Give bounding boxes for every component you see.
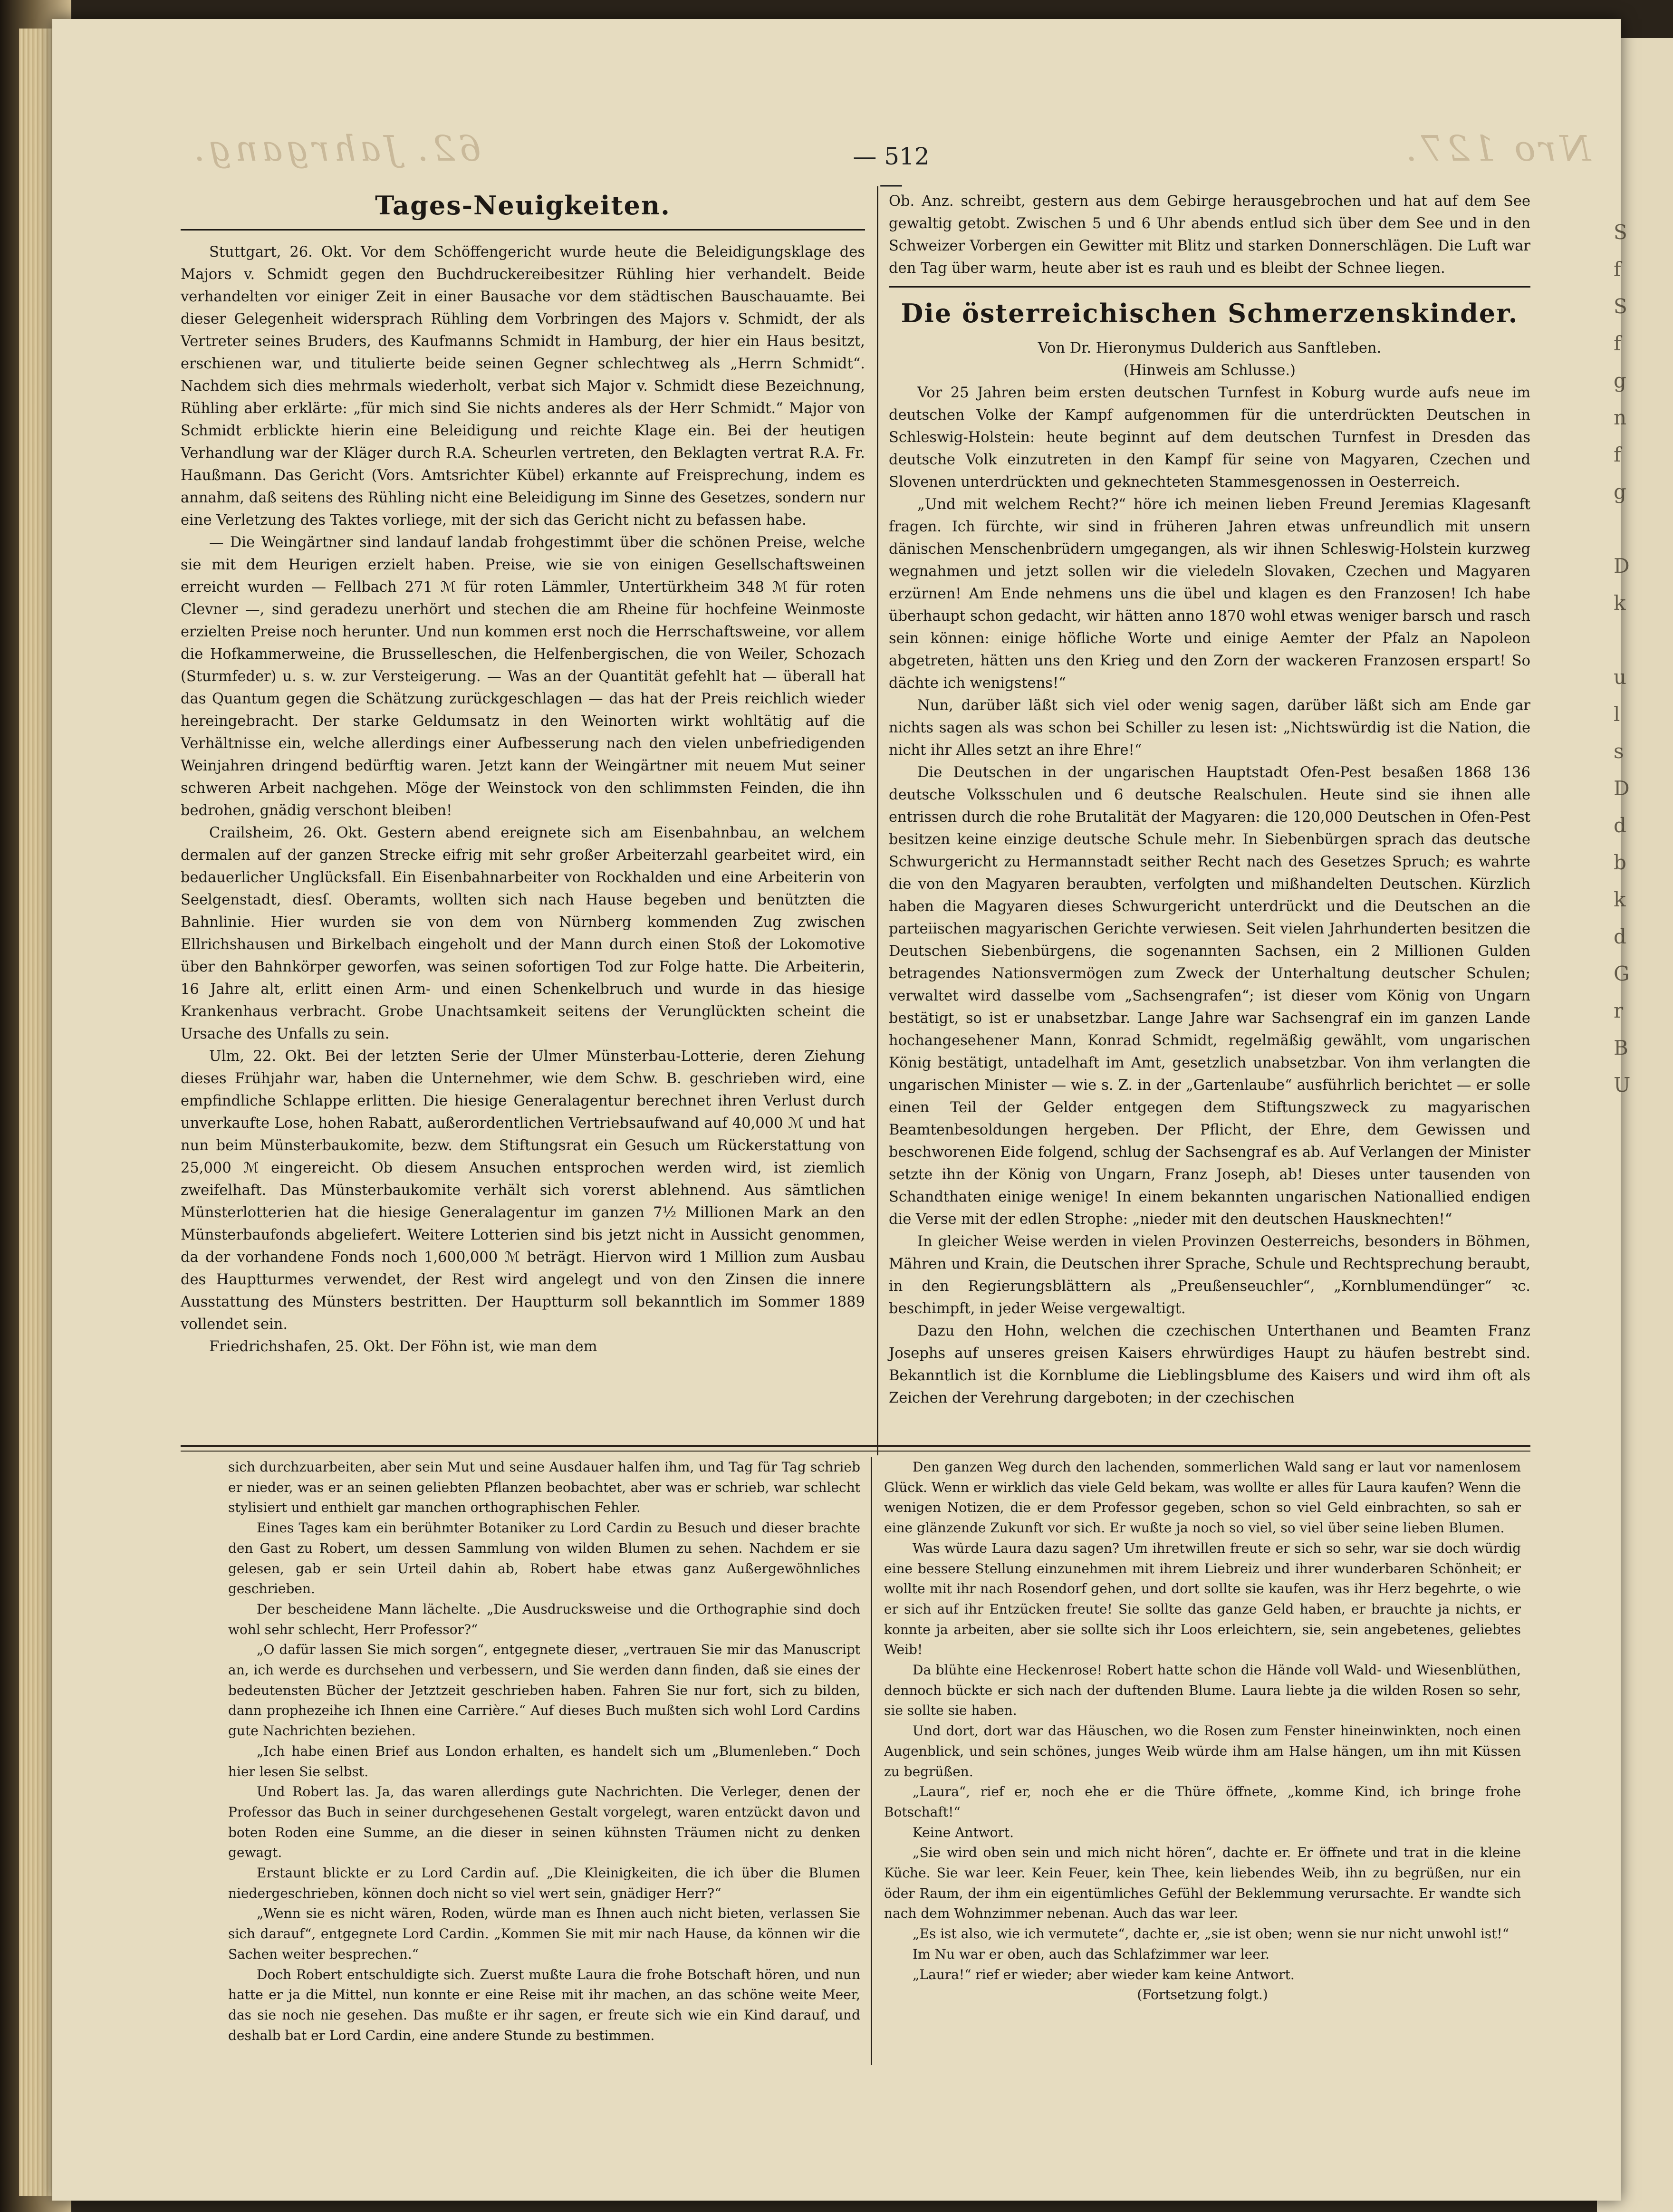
news-item: Crailsheim, 26. Okt. Gestern abend ereignete sich am Eisenbahnbau, an welchem dermalen auf der ganzen Strecke eifrig mit sehr großer Arbeiterzahl gearbeitet wird, ein bedauerlicher Unglücksfall. Ein Eisenbahnarbeiter von Rockhalden und eine Arbeiterin von Seelgenstadt, diesſ. Oberamts, wollten sich nach Hause begeben und benützten die Bahnlinie. Hier wurden sie von dem von Nürnberg kommenden Zug zwischen Ellrichshausen und Birkelbach eingeholt und der Mann durch einen Stoß der Lokomotive über den Bahnkörper geworfen, was seinen sofortigen Tod zur Folge hatte. Die Arbeiterin, 16 Jahre alt, erlitt einen Arm- und einen Schenkelbruch und wurde in das hiesige Krankenhaus verbracht. Grobe Unachtsamkeit seitens der Verunglückten scheint die Ursache des Unfalls zu sein. <box>181 825 865 1042</box>
feuilleton-paragraph: Erstaunt blickte er zu Lord Cardin auf. „Die Kleinigkeiten, die ich über die Blumen niedergeschrieben, können doch nicht so viel wert sein, gnädiger Herr?“ <box>228 1865 860 1901</box>
feuilleton-paragraph: „Sie wird oben sein und mich nicht hören“, dachte er. Er öffnete und trat in die kleine Küche. Sie war leer. Kein Feuer, kein Thee, kein liebendes Weib, ihn zu begrüßen, nur ein öder Raum, der ihm ein eigentümliches Gefühl der Beklemmung verursachte. Er wandte sich nach dem Wohnzimmer nebenan. Auch das war leer. <box>884 1845 1521 1922</box>
article-paragraph: Vor 25 Jahren beim ersten deutschen Turnfest in Koburg wurde aufs neue im deutschen Volke der Kampf aufgenommen für die unterdrückten Deutschen in Schleswig-Holstein: heute beginnt auf dem deutschen Turnfest in Dresden das deutsche Volk einzutreten in den Kampf für seine von Magyaren, Czechen und Slovenen unterdrückten und geknechteten Stammesgenossen in Oesterreich. <box>889 385 1530 490</box>
article-paragraph: Die Deutschen in der ungarischen Hauptstadt Ofen-Pest besaßen 1868 136 deutsche Volksschulen und 6 deutsche Realschulen. Heute sind sie ihnen alle entrissen durch die rohe Brutalität der Magyaren: die 120,000 Deutschen in Ofen-Pest besitzen keine einzige deutsche Schule mehr. In Siebenbürgen sprach das deutsche Schwurgericht zu Hermannstadt seither Recht nach des Gesetzes Spruch; es wahrte die von den Magyaren beraubten, verfolgten und mißhandelten Deutschen. Kürzlich haben die Magyaren dieses Schwurgericht unterdrückt und die Deutschen an die parteiischen magyarischen Gerichte verwiesen. Seit vielen Jahrhunderten besitzen die Deutschen Siebenbürgens, die sogenannten Sachsen, ein 2 Millionen Gulden betragendes Nationsvermögen zum Zweck der Unterhaltung deutscher Schulen; verwaltet wird dasselbe vom „Sachsengrafen“; ist dieser vom König von Ungarn bestätigt, so ist er unabsetzbar. Lange Jahre war Sachsengraf ein im ganzen Lande hochangesehener Mann, Konrad Schmidt, regelmäßig gewählt, vom ungarischen König bestätigt, untadelhaft im Amt, gesetzlich unabsetzbar. Von ihm verlangten die ungarischen Minister — wie s. Z. in der „Gartenlaube“ ausführlich berichtet — er solle einen Teil der Gelder entgegen dem Stiftungszweck zu magyarischen Beamtenbesoldungen hergeben. Der Pflicht, der Ehre, dem Gewissen und beschworenen Eide folgend, schlug der Sachsengraf es ab. Auf Verlangen der Minister setzte ihn der König von Ungarn, Franz Joseph, ab! Dieses unter tausenden von Schandthaten einige wenige! In einem bekannten ungarischen Nationallied endigen die Verse mit der edlen Strophe: „nieder mit den deutschen Hausknechten!“ <box>889 764 1530 1228</box>
article-rule <box>889 286 1530 288</box>
feuilleton-left-column <box>228 1457 860 2046</box>
bleed-through-header-left: 62. Jahrgang. <box>190 128 481 169</box>
article-paragraph: In gleicher Weise werden in vielen Provinzen Oesterreichs, besonders in Böhmen, Mähren und Krain, die Deutschen ihrer Sprache, Schule und Rechtsprechung beraubt, in den Regierungsblättern als „Preußenseuchler“, „Kornblumendünger“ ꝛc. beschimpft, in jeder Weise vergewaltigt. <box>889 1233 1530 1317</box>
news-item: — Die Weingärtner sind landauf landab frohgestimmt über die schönen Preise, welche sie mit dem Heurigen erzielt haben. Preise, wie sie von einigen Gesellschaftsweinen erreicht wurden — Fellbach 271 ℳ für roten Lämmler, Untertürkheim 348 ℳ für roten Clevner —, sind geradezu unerhört und stechen die am Rheine für hochfeine Weinmoste erzielten Preise noch herunter. Und nun kommen erst noch die Herrschaftsweine, vor allem die Hofkammerweine, die Brusselleschen, die Helfenbergischen, die von Weiler, Schozach (Sturmfeder) u. s. w. zur Versteigerung. — Was an der Quantität gefehlt hat — überall hat das Quantum gegen die Schätzung zurückgeschlagen — das hat der Preis reichlich wieder hereingebracht. Der starke Geldumsatz in den Weinorten wirkt wohltätig auf die Verhältnisse ein, welche allerdings einer Aufbesserung nach den vielen unbefriedigenden Weinjahren dringend bedürftig waren. Jetzt kann der Weingärtner mit neuem Mut seiner schweren Arbeit nachgehen. Möge der Weinstock von den schlimmsten Feinden, die ihn bedrohen, gnädig verschont bleiben! <box>181 534 865 819</box>
feuilleton-paragraph: Keine Antwort. <box>913 1824 1014 1840</box>
facing-page-fragment: S f S f g n f g D k u l s D d b k d G r B U <box>1614 221 1631 1096</box>
feuilleton-paragraph: „O dafür lassen Sie mich sorgen“, entgegnete dieser, „vertrauen Sie mir das Manuscript an, ich werde es durchsehen und verbessern, und Sie werden dann finden, daß sie eines der bedeutensten Bücher der Jetztzeit geschrieben haben. Fahren Sie nur fort, sich zu bilden, dann prophezeihe ich Ihnen eine Carrière.“ Auf dieses Buch mußten sich wohl Lord Cardins gute Nachrichten beziehen. <box>228 1642 860 1739</box>
article-paragraph: Nun, darüber läßt sich viel oder wenig sagen, darüber läßt sich am Ende gar nichts sagen als was schon bei Schiller zu lesen ist: „Nichtswürdig ist die Nation, die nicht ihr Alles setzt an ihre Ehre!“ <box>889 697 1530 759</box>
feuilleton-paragraph: „Ich habe einen Brief aus London erhalten, es handelt sich um „Blumenleben.“ Doch hier lesen Sie selbst. <box>228 1743 860 1779</box>
article-paragraph: Dazu den Hohn, welchen die czechischen Unterthanen und Beamten Franz Josephs auf unseres greisen Kaisers ehrwürdiges Haupt zu häufen bestrebt sind. Bekanntlich ist die Kornblume die Lieblingsblume des Kaisers und wird ihm oft als Zeichen der Verehrung dargeboten; in der czechischen <box>889 1323 1530 1406</box>
article-note: (Hinweis am Schlusse.) <box>1124 362 1296 379</box>
feuilleton-paragraph: Der bescheidene Mann lächelte. „Die Ausdrucksweise und die Orthographie sind doch wohl sehr schlecht, Herr Professor?“ <box>228 1601 860 1637</box>
news-column <box>181 190 865 1358</box>
feuilleton-paragraph: Da blühte eine Heckenrose! Robert hatte schon die Hände voll Wald- und Wiesenblüthen, dennoch bückte er sich nach der duftenden Blume. Laura liebte ja die wilden Rosen so sehr, sie sollte sie haben. <box>884 1662 1521 1719</box>
news-item: Friedrichshafen, 25. Okt. Der Föhn ist, wie man dem <box>209 1338 597 1355</box>
article-column <box>889 190 1530 1409</box>
feuilleton-paragraph: Was würde Laura dazu sagen? Um ihretwillen freute er sich so sehr, war sie doch würdig eine bessere Stellung einzunehmen mit ihrem Liebreiz und ihrer wunderbaren Schönheit; er wollte mit ihr nach Rosendorf gehen, und dort sollte sie kaufen, was ihr Herz begehrte, o wie er sich auf ihr Entzücken freute! Sie sollte das ganze Geld haben, er brauchte ja nichts, er konnte ja arbeiten, aber sie sollte sich ihr Loos erleichtern, sie, sein angebetenes, geliebtes Weib! <box>884 1540 1521 1658</box>
feuilleton-paragraph: Eines Tages kam ein berühmter Botaniker zu Lord Cardin zu Besuch und dieser brachte den Gast zu Robert, um dessen Sammlung von wilden Blumen zu sehen. Nachdem er sie gelesen, gab er sein Urteil dahin ab, Robert habe etwas ganz Außergewöhnliches geschrieben. <box>228 1520 860 1597</box>
feuilleton-rule-thin <box>181 1451 1530 1452</box>
news-continuation: Ob. Anz. schreibt, gestern aus dem Gebirge herausgebrochen und hat auf dem See gewaltig getobt. Zwischen 5 und 6 Uhr abends entlud sich über dem See und in den Schweizer Vorbergen ein Gewitter mit Blitz und starken Donnerschlägen. Die Luft war den Tag über warm, heute aber ist es rauh und es bleibt der Schnee liegen. <box>889 193 1530 277</box>
article-byline: Von Dr. Hieronymus Dulderich aus Sanftleben. <box>1038 340 1382 356</box>
continuation-note: (Fortsetzung folgt.) <box>1137 1987 1268 2003</box>
feuilleton-rule <box>181 1445 1530 1447</box>
article-paragraph: „Und mit welchem Recht?“ höre ich meinen lieben Freund Jeremias Klagesanft fragen. Ich fürchte, wir sind in früheren Jahren etwas unfreundlich mit unsern dänischen Menschenbrüdern umgegangen, als wir ihnen Schleswig-Holstein kurzweg wegnahmen und jetzt sollen wir die vieledeln Slovaken, Czechen und Magyaren erzürnen! Am Ende nehmens uns die übel und klagen es den Franzosen! Ich habe überhaupt schon gedacht, wir hätten anno 1870 wohl etwas weniger barsch und rasch sein können: einige höfliche Worte und einige Aemter der Pfalz an Napoleon abgetreten, hätten uns den Krieg und den Zorn der wackeren Franzosen erspart! So dächte ich wenigstens!“ <box>889 496 1530 692</box>
feuilleton-paragraph: „Laura“, rief er, noch ehe er die Thüre öffnete, „komme Kind, ich bringe frohe Botschaft!“ <box>884 1784 1521 1820</box>
feuilleton-right-column <box>884 1457 1521 2005</box>
feuilleton-paragraph: Den ganzen Weg durch den lachenden, sommerlichen Wald sang er laut vor namenlosem Glück. Wenn er wirklich das viele Geld bekam, was wollte er alles für Laura kaufen? Wenn die wenigen Notizen, die er dem Professor gegeben, schon so viel Geld einbrachten, so sah er eine glänzende Zukunft vor sich. Er wußte ja noch so viel, so viel über seine lieben Blumen. <box>884 1459 1521 1536</box>
feuilleton-paragraph: „Wenn sie es nicht wären, Roden, würde man es Ihnen auch nicht bieten, verlassen Sie sich darauf“, entgegnete Lord Cardin. „Kommen Sie mit mir nach Hause, da können wir die Sachen weiter besprechen.“ <box>228 1905 860 1962</box>
article-heading: Die österreichischen Schmerzenskinder. <box>901 298 1519 328</box>
news-item: Ulm, 22. Okt. Bei der letzten Serie der Ulmer Münsterbau-Lotterie, deren Ziehung dieses Frühjahr war, haben die Unternehmer, wie dem Schw. B. geschrieben wird, eine empfindliche Schlappe erlitten. Die hiesige Generalagentur berechnet ihren Verlust durch unverkaufte Lose, hohen Rabatt, außerordentlichen Vertriebsaufwand auf 40,000 ℳ und hat nun beim Münsterbaukomite, bezw. dem Stiftungsrat ein Gesuch um Rückerstattung von 25,000 ℳ eingereicht. Ob diesem Ansuchen entsprochen werden wird, ist ziemlich zweifelhaft. Das Münsterbaukomite verhält sich vorerst ablehnend. Aus sämtlichen Münsterlotterien hat die hiesige Generalagentur im ganzen 7½ Millionen Mark an den Münsterbaufonds abgeliefert. Weitere Lotterien sind bis jetzt nicht in Aussicht genommen, da der vorhandene Fonds noch 1,600,000 ℳ beträgt. Hiervon wird 1 Million zum Ausbau des Hauptturmes verwendet, der Rest wird angelegt und von den Zinsen die innere Ausstattung des Münsters bestritten. Der Hauptturm soll bekanntlich im Sommer 1889 vollendet sein. <box>181 1048 865 1333</box>
feuilleton-column-divider <box>871 1457 872 2065</box>
feuilleton-paragraph: „Laura!“ rief er wieder; aber wieder kam keine Antwort. <box>913 1966 1295 1982</box>
bleed-through-header-right: Nro 127. <box>1402 128 1591 169</box>
feuilleton-paragraph: Doch Robert entschuldigte sich. Zuerst mußte Laura die frohe Botschaft hören, und nun hatte er ja die Mittel, nun konnte er eine Reise mit ihr machen, an das schöne weite Meer, das sie noch nie gesehen. Das mußte er ihr sagen, er freute sich wie ein Kind darauf, und deshalb bat er Lord Cardin, eine andere Stunde zu bestimmen. <box>228 1966 860 2043</box>
heading-rule <box>181 229 865 231</box>
feuilleton-paragraph: sich durchzuarbeiten, aber sein Mut und seine Ausdauer halfen ihm, und Tag für Tag schrieb er nieder, was er an seinen geliebten Pflanzen beobachtet, aber was er schrieb, war schlecht stylisiert und enthielt gar manchen orthographischen Fehler. <box>228 1459 860 1516</box>
feuilleton-paragraph: Und dort, dort war das Häuschen, wo die Rosen zum Fenster hineinwinkten, noch einen Augenblick, und sein schönes, junges Weib würde ihm am Halse hängen, um ihn mit Küssen zu begrüßen. <box>884 1723 1521 1779</box>
feuilleton-paragraph: „Es ist also, wie ich vermutete“, dachte er, „sie ist oben; wenn sie nur nicht unwohl ist!“ <box>913 1926 1510 1942</box>
page-number: — 512 — <box>853 143 930 198</box>
feuilleton-paragraph: Und Robert las. Ja, das waren allerdings gute Nachrichten. Die Verleger, denen der Professor das Buch in seiner durchgesehenen Gestalt vorgelegt, waren entzückt davon und boten Roden eine Summe, an die dieser in seinen kühnsten Träumen nicht zu denken gewagt. <box>228 1784 860 1861</box>
news-heading: Tages-Neuigkeiten. <box>375 190 671 221</box>
news-item: Stuttgart, 26. Okt. Vor dem Schöffengericht wurde heute die Beleidigungsklage des Majors v. Schmidt gegen den Buchdruckereibesitzer Rühling hier verhandelt. Beide verhandelten vor einiger Zeit in einer Bausache vor dem städtischen Bauschauamte. Bei dieser Gelegenheit widersprach Rühling dem Vorbringen des Majors v. Schmidt, der als Vertreter seines Bruders, des Kaufmanns Schmidt in Hamburg, der hier ein Haus besitzt, erschienen war, und titulierte beide seinen Gegner schlechtweg als „Herrn Schmidt“. Nachdem sich dies mehrmals wiederholt, verbat sich Major v. Schmidt diese Bezeichnung, Rühling aber erklärte: „für mich sind Sie nichts anderes als der Herr Schmidt.“ Major von Schmidt erblickte hierin eine Beleidigung und reichte Klage ein. Bei der heutigen Verhandlung war der Kläger durch R.A. Scheurlen vertreten, den Beklagten vertrat R.A. Fr. Haußmann. Das Gericht (Vors. Amtsrichter Kübel) erkannte auf Freisprechung, indem es annahm, daß seitens des Rühling nicht eine Beleidigung im Sinne des Gesetzes, sondern nur eine Verletzung des Taktes vorliege, mit der sich das Gericht nicht zu befassen habe. <box>181 244 865 529</box>
feuilleton-paragraph: Im Nu war er oben, auch das Schlafzimmer war leer. <box>913 1946 1269 1962</box>
column-divider <box>877 186 878 1455</box>
